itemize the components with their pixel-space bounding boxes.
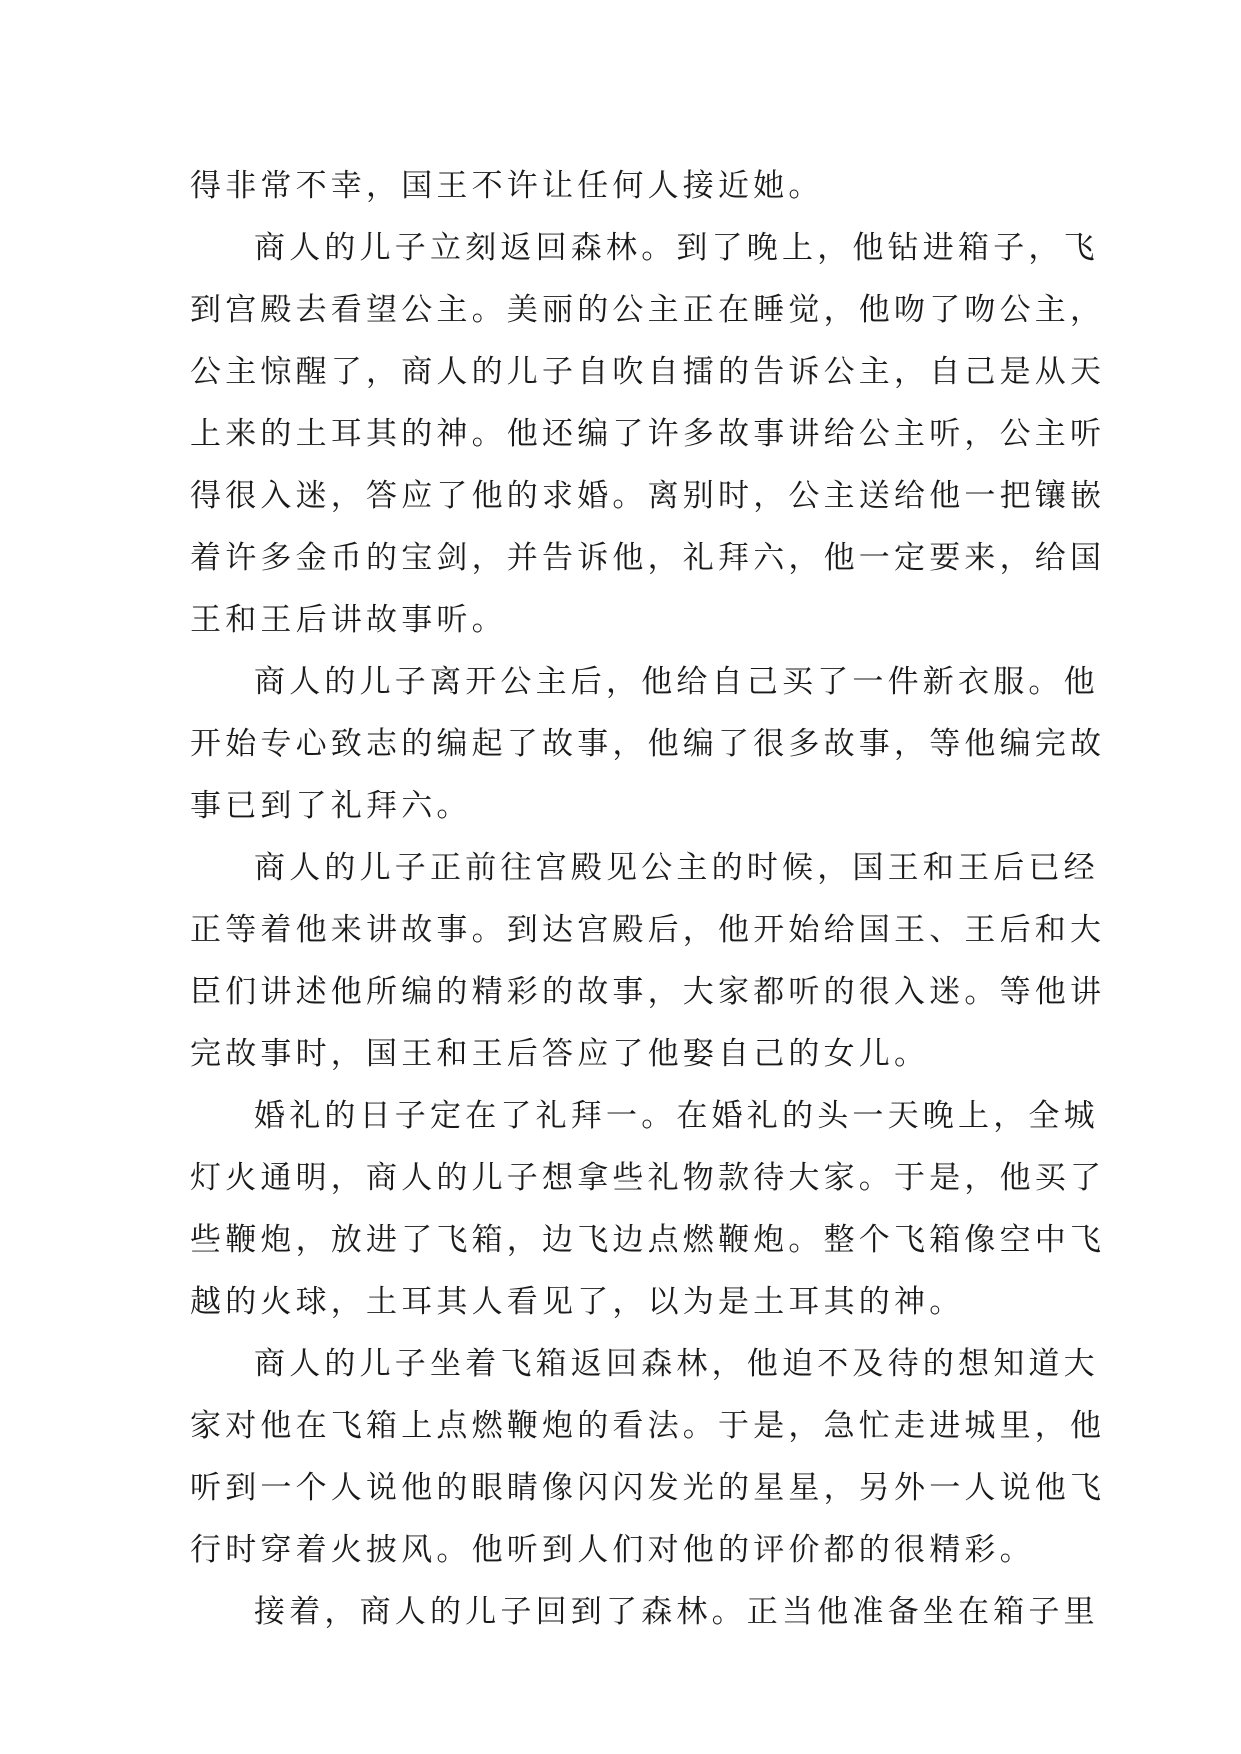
text-line: 得非常不幸，国王不许让任何人接近她。 (190, 168, 824, 204)
paragraph-3 (190, 651, 1106, 837)
text-line: 得很入迷，答应了他的求婚。离别时，公主送给他一把镶嵌 (190, 478, 1106, 514)
text-line: 商人的儿子正前往宫殿见公主的时候，国王和王后已经 (254, 850, 1099, 886)
text-line: 听到一个人说他的眼睛像闪闪发光的星星，另外一人说他飞 (190, 1470, 1106, 1506)
paragraph-2 (190, 217, 1106, 651)
text-line: 灯火通明，商人的儿子想拿些礼物款待大家。于是，他买了 (190, 1160, 1106, 1196)
text-line: 臣们讲述他所编的精彩的故事，大家都听的很入迷。等他讲 (190, 974, 1106, 1010)
paragraph-1 (190, 155, 1060, 217)
text-line: 着许多金币的宝剑，并告诉他，礼拜六，他一定要来，给国 (190, 540, 1106, 576)
text-line: 越的火球，土耳其人看见了，以为是土耳其的神。 (190, 1284, 965, 1320)
text-line: 商人的儿子立刻返回森林。到了晚上，他钻进箱子，飞 (254, 230, 1099, 266)
text-line: 正等着他来讲故事。到达宫殿后，他开始给国王、王后和大 (190, 912, 1106, 948)
text-line: 商人的儿子坐着飞箱返回森林，他迫不及待的想知道大 (254, 1346, 1099, 1382)
text-line: 上来的土耳其的神。他还编了许多故事讲给公主听，公主听 (190, 416, 1106, 452)
text-line: 接着，商人的儿子回到了森林。正当他准备坐在箱子里 (254, 1594, 1099, 1630)
text-line: 到宫殿去看望公主。美丽的公主正在睡觉，他吻了吻公主， (190, 292, 1106, 328)
paragraph-6 (190, 1333, 1106, 1581)
text-line: 公主惊醒了，商人的儿子自吹自擂的告诉公主，自己是从天 (190, 354, 1106, 390)
text-line: 商人的儿子离开公主后，他给自己买了一件新衣服。他 (254, 664, 1099, 700)
text-line: 家对他在飞箱上点燃鞭炮的看法。于是，急忙走进城里，他 (190, 1408, 1106, 1444)
text-line: 王和王后讲故事听。 (190, 602, 507, 638)
paragraph-4 (190, 837, 1106, 1085)
paragraph-7 (190, 1581, 1099, 1643)
text-line: 婚礼的日子定在了礼拜一。在婚礼的头一天晚上，全城 (254, 1098, 1099, 1134)
text-line: 些鞭炮，放进了飞箱，边飞边点燃鞭炮。整个飞箱像空中飞 (190, 1222, 1106, 1258)
body-text (190, 155, 1106, 1643)
text-line: 开始专心致志的编起了故事，他编了很多故事，等他编完故 (190, 726, 1106, 762)
paragraph-5 (190, 1085, 1106, 1333)
text-line: 事已到了礼拜六。 (190, 788, 472, 824)
text-line: 完故事时，国王和王后答应了他娶自己的女儿。 (190, 1036, 930, 1072)
text-line: 行时穿着火披风。他听到人们对他的评价都的很精彩。 (190, 1532, 1035, 1568)
